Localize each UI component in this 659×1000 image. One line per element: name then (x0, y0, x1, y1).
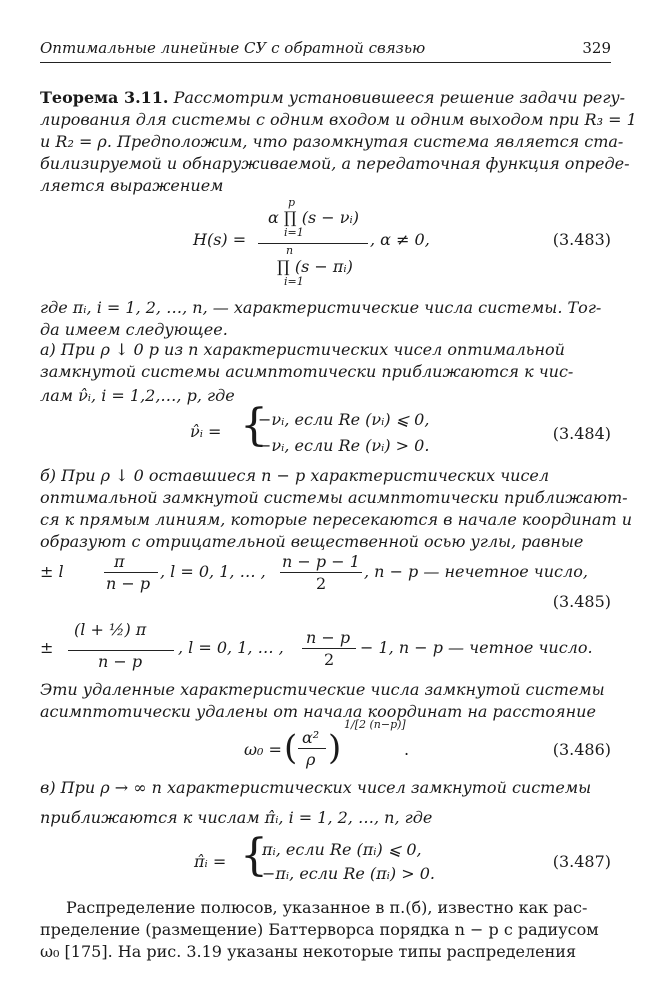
text-after-485-2: асимптотически удалены от начала координат на расстояние (40, 702, 596, 721)
theorem-label: Теорема 3.11. (40, 88, 169, 107)
item-b-line-2: оптимальной замкнутой системы асимптотически приближают- (40, 488, 628, 507)
running-header (40, 36, 611, 63)
theorem-line-1: Теорема 3.11. Рассмотрим установившееся решение задачи регу- (40, 88, 626, 107)
item-c-line-2: приближаются к числам π̂ᵢ, i = 1, 2, …, n, где (40, 808, 433, 827)
item-b-line-4: образуют с отрицательной вещественной осью углы, равные (40, 532, 584, 551)
text-after-483-2: да имеем следующее. (40, 320, 228, 339)
equation-label: (3.487) (552, 852, 611, 871)
running-title: Оптимальные линейные СУ с обратной связью (40, 39, 426, 57)
theorem-line-5: ляется выражением (40, 176, 224, 195)
left-brace: { (240, 830, 268, 881)
text-after-483-1: где πᵢ, i = 1, 2, …, n, — характеристические числа системы. Тог- (40, 298, 602, 317)
theorem-line-3: и R₂ = ρ. Предположим, что разомкнутая система является ста- (40, 132, 624, 151)
closing-line-1: Распределение полюсов, указанное в п.(б), известно как рас- (66, 898, 588, 917)
closing-line-2: пределение (размещение) Баттерворса порядка n − p с радиусом (40, 920, 599, 939)
equation-label: (3.483) (552, 230, 611, 249)
theorem-line-2: лирования для системы с одним входом и одним выходом при R₃ = 1 (40, 110, 637, 129)
item-c-line-1: в) При ρ → ∞ n характеристических чисел замкнутой системы (40, 778, 592, 797)
item-a-line-1: а) При ρ ↓ 0 p из n характеристических чисел оптимальной (40, 340, 565, 359)
text-after-485-1: Эти удаленные характеристические числа замкнутой системы (40, 680, 605, 699)
item-a-line-3: лам ν̂ᵢ, i = 1,2,…, p, где (40, 386, 235, 405)
page-number: 329 (582, 39, 611, 57)
equation-label: (3.485) (552, 592, 611, 611)
theorem-line-4: билизируемой и обнаруживаемой, а передаточная функция опреде- (40, 154, 630, 173)
left-brace: { (240, 400, 268, 451)
closing-line-3: ω₀ [175]. На рис. 3.19 указаны некоторые типы распределения (40, 942, 577, 961)
item-a-line-2: замкнутой системы асимптотически приближаются к чис- (40, 362, 574, 381)
item-b-line-1: б) При ρ ↓ 0 оставшиеся n − p характеристических чисел (40, 466, 550, 485)
fraction-bar (258, 243, 368, 244)
item-b-line-3: ся к прямым линиям, которые пересекаются в начале координат и (40, 510, 633, 529)
equation-label: (3.484) (552, 424, 611, 443)
equation-label: (3.486) (552, 740, 611, 759)
